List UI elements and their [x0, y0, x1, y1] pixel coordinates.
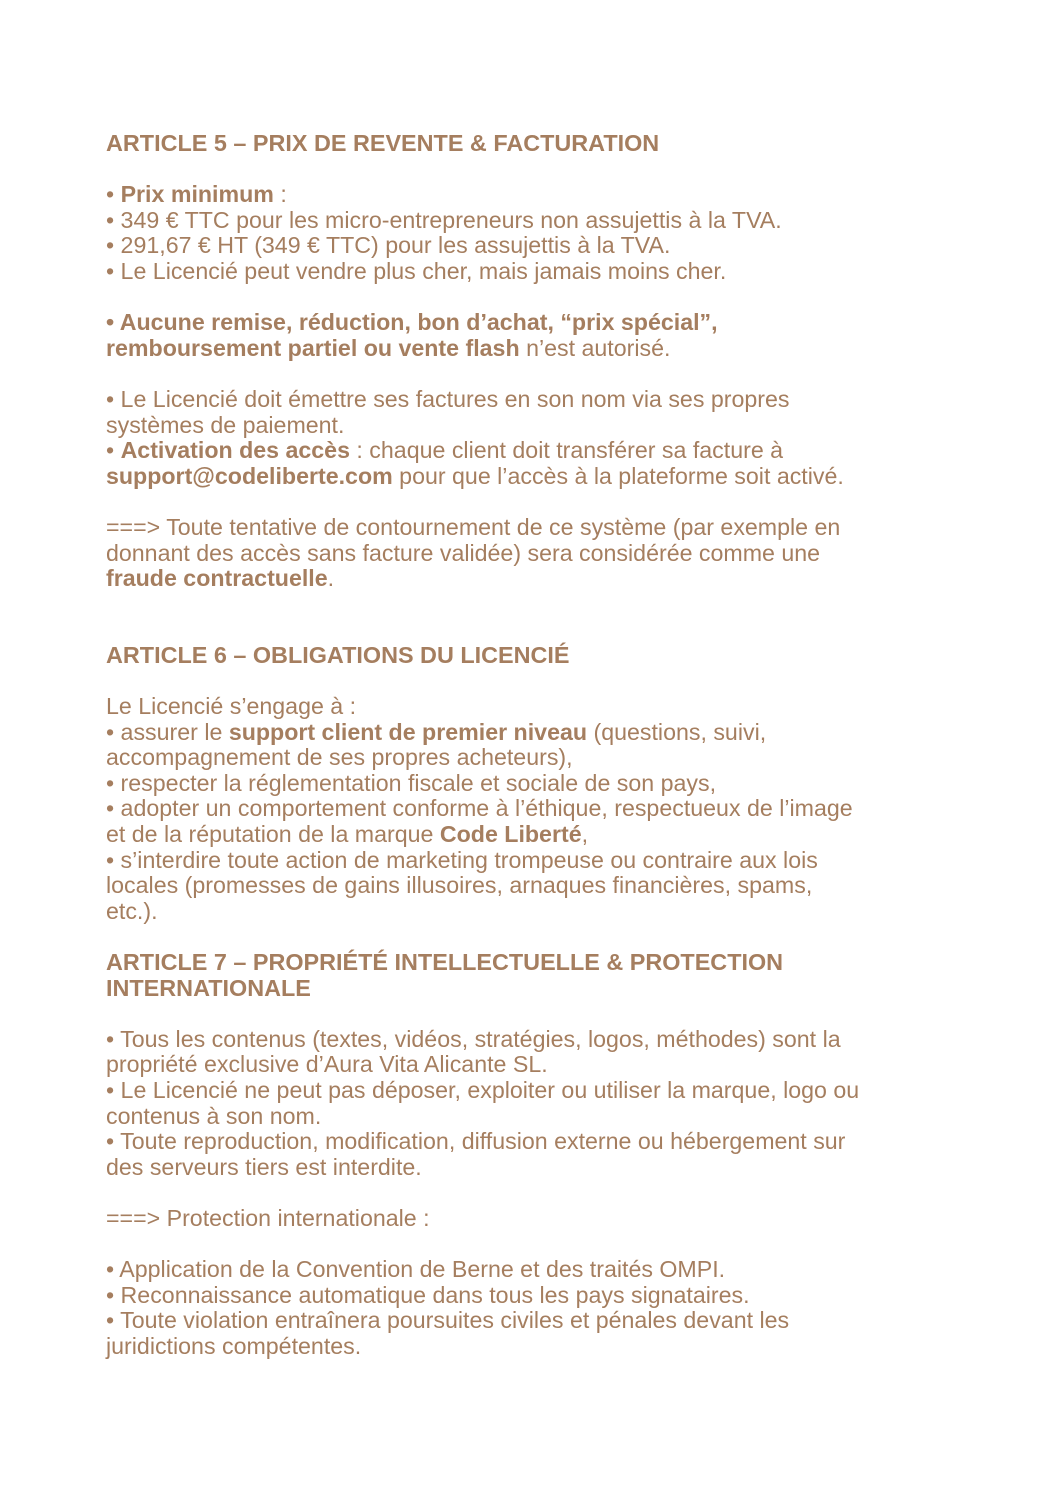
bullet: • [106, 181, 121, 208]
article-6 [106, 643, 976, 925]
remise-line [106, 310, 976, 336]
prix-line: • 349 € TTC pour les micro-entrepreneurs non assujettis à la TVA. [106, 206, 782, 233]
factures-line: • Le Licencié doit émettre ses factures en son nom via ses propres [106, 385, 790, 412]
obligation-line: • respecter la réglementation fiscale et sociale de son pays, [106, 769, 717, 796]
obligation-line: • adopter un comportement conforme à l’éthique, respectueux de l’image [106, 795, 853, 822]
protection-item: • Reconnaissance automatique dans tous les pays signataires. [106, 1281, 750, 1308]
support-bold: support client de premier niveau [228, 718, 588, 745]
obligation-line: etc.). [106, 897, 158, 924]
obligation-line: locales (promesses de gains illusoires, arnaques financières, spams, [106, 872, 813, 899]
activation-line [106, 438, 976, 464]
obligation-text: • assurer le [106, 718, 229, 745]
propriete-line: • Tous les contenus (textes, vidéos, stratégies, logos, méthodes) sont la [106, 1025, 841, 1052]
fraude-line: donnant des accès sans facture validée) sera considérée comme une [106, 539, 821, 566]
article-5 [106, 131, 976, 592]
obligation-line: • s’interdire toute action de marketing trompeuse ou contraire aux lois [106, 846, 818, 873]
propriete-line: des serveurs tiers est interdite. [106, 1153, 422, 1180]
remise-line [106, 336, 976, 362]
colon: : [273, 181, 287, 208]
propriete-line: propriété exclusive d’Aura Vita Alicante SL. [106, 1051, 548, 1078]
comma: , [581, 821, 589, 848]
article-7 [106, 950, 976, 1360]
activation-label: Activation des accès [120, 437, 350, 464]
factures-line: systèmes de paiement. [106, 411, 345, 438]
obligation-line [106, 822, 976, 848]
fraude-bold: fraude contractuelle [106, 565, 328, 592]
protection-item: • Application de la Convention de Berne et des traités OMPI. [106, 1256, 726, 1283]
support-email-link[interactable]: support@codeliberte.com [106, 462, 393, 489]
bullet: • [106, 437, 121, 464]
obligation-line: accompagnement de ses propres acheteurs), [106, 744, 573, 771]
remise-bold: remboursement partiel ou vente flash [106, 334, 520, 361]
article-6-intro: Le Licencié s’engage à : [106, 693, 357, 720]
propriete-line: contenus à son nom. [106, 1102, 322, 1129]
protection-item: • Toute violation entraînera poursuites civiles et pénales devant les [106, 1307, 790, 1334]
protection-item: juridictions compétentes. [106, 1332, 362, 1359]
propriete-line: • Toute reproduction, modification, diffusion externe ou hébergement sur [106, 1128, 846, 1155]
document-page [106, 131, 976, 1360]
protection-intro: ===> Protection internationale : [106, 1204, 430, 1231]
prix-minimum-line [106, 182, 976, 208]
article-6-heading: ARTICLE 6 – OBLIGATIONS DU LICENCIÉ [106, 641, 570, 668]
fraude-line [106, 566, 976, 592]
obligation-text: et de la réputation de la marque [106, 821, 440, 848]
prix-line: • 291,67 € HT (349 € TTC) pour les assujettis à la TVA. [106, 232, 671, 259]
prix-line: • Le Licencié peut vendre plus cher, mais jamais moins cher. [106, 257, 727, 284]
prix-minimum-label: Prix minimum [120, 181, 274, 208]
article-7-heading: ARTICLE 7 – PROPRIÉTÉ INTELLECTUELLE & PROTECTION [106, 949, 784, 975]
brand-name: Code Liberté [439, 821, 582, 848]
obligation-line [106, 720, 976, 746]
support-email-line [106, 464, 976, 490]
article-5-heading: ARTICLE 5 – PRIX DE REVENTE & FACTURATION [106, 130, 660, 156]
remise-bold: • Aucune remise, réduction, bon d’achat, “prix spécial”, [106, 309, 718, 336]
obligation-text: (questions, suivi, [587, 718, 767, 745]
support-text: pour que l’accès à la plateforme soit activé. [392, 462, 844, 489]
article-7-heading: INTERNATIONALE [106, 974, 311, 1001]
propriete-line: • Le Licencié ne peut pas déposer, exploiter ou utiliser la marque, logo ou [106, 1076, 860, 1103]
period: . [327, 565, 335, 592]
remise-text: n’est autorisé. [519, 334, 671, 361]
fraude-line: ===> Toute tentative de contournement de ce système (par exemple en [106, 513, 841, 540]
activation-text: : chaque client doit transférer sa facture à [349, 437, 784, 464]
